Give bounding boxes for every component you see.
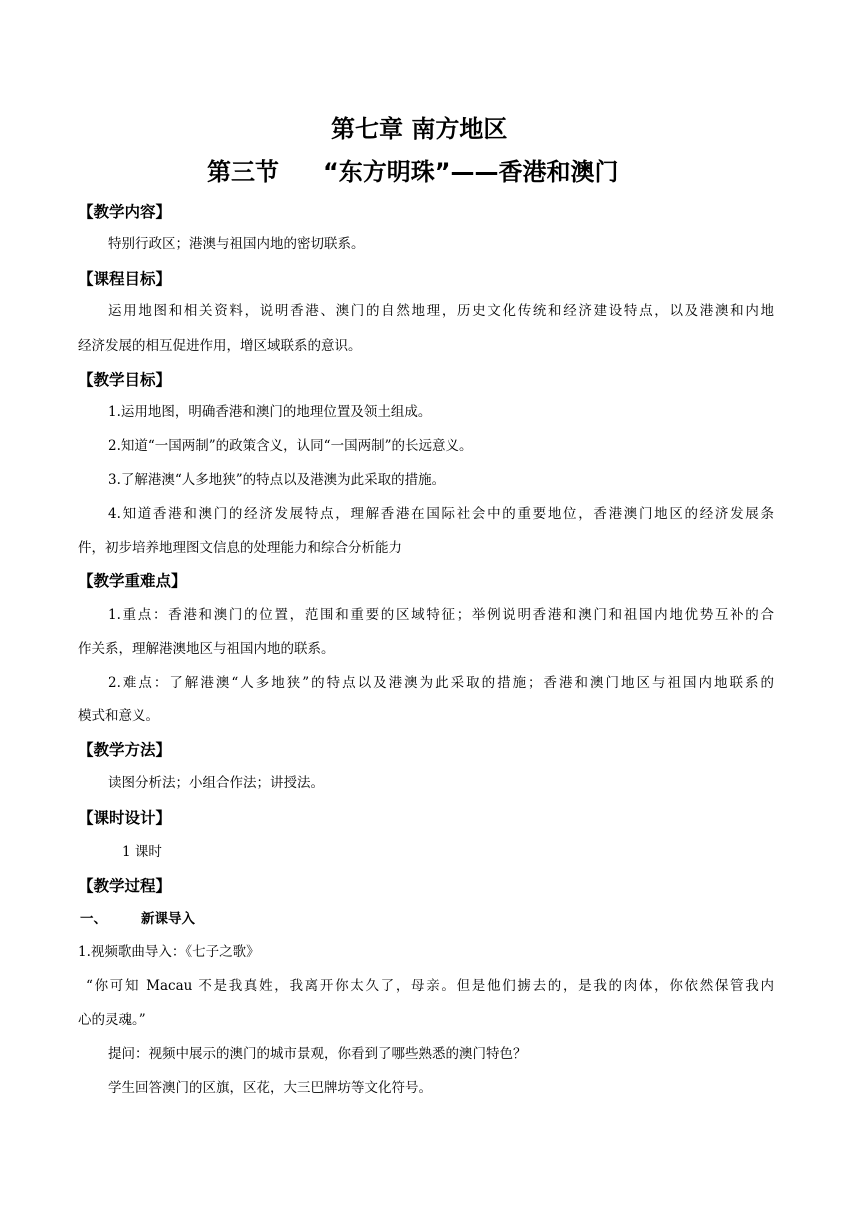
- chapter-title: 第七章 南方地区: [331, 115, 508, 143]
- course-goal-heading: 【课程目标】: [78, 270, 172, 288]
- step-1-number: 一、: [80, 911, 107, 927]
- answer-text: 学生回答澳门的区旗，区花，大三巴牌坊等文化符号。: [108, 1080, 432, 1096]
- key-point-2-line-2: 模式和意义。: [78, 708, 159, 724]
- question-text: 提问：视频中展示的澳门的城市景观，你看到了哪些熟悉的澳门特色？: [108, 1046, 527, 1062]
- step-1-title: 新课导入: [141, 911, 195, 927]
- process-heading: 【教学过程】: [78, 877, 172, 895]
- teaching-goal-item-4-line-2: 件，初步培养地理图文信息的处理能力和综合分析能力: [78, 540, 402, 556]
- teaching-goal-item-3: 3.了解港澳“人多地狭”的特点以及港澳为此采取的措施。: [108, 472, 446, 488]
- teaching-goals-heading: 【教学目标】: [78, 371, 172, 389]
- teaching-goal-item-1: 1.运用地图，明确香港和澳门的地理位置及领土组成。: [108, 404, 432, 420]
- section-number: 第三节: [207, 158, 279, 186]
- course-goal-line-2: 经济发展的相互促进作用，增区域联系的意识。: [78, 338, 362, 354]
- sub-step-1: 1.视频歌曲导入：《七子之歌》: [78, 944, 260, 960]
- key-point-2-line-1: 2.难点：了解港澳“人多地狭”的特点以及港澳为此采取的措施；香港和澳门地区与祖国内地联系的: [108, 675, 774, 691]
- schedule-text: 1 课时: [122, 844, 162, 860]
- methods-heading: 【教学方法】: [78, 741, 172, 759]
- teaching-goal-item-4-line-1: 4.知道香港和澳门的经济发展特点，理解香港在国际社会中的重要地位，香港澳门地区的经济发展条: [108, 506, 774, 522]
- schedule-heading: 【课时设计】: [78, 809, 172, 827]
- key-points-heading: 【教学重难点】: [78, 572, 187, 590]
- teaching-goal-item-2: 2.知道“一国两制”的政策含义，认同“一国两制”的长远意义。: [108, 438, 473, 454]
- key-point-1-line-1: 1.重点：香港和澳门的位置，范围和重要的区域特征；举例说明香港和澳门和祖国内地优势互补的合: [108, 607, 774, 623]
- teaching-content-heading: 【教学内容】: [78, 203, 172, 221]
- course-goal-line-1: 运用地图和相关资料，说明香港、澳门的自然地理，历史文化传统和经济建设特点，以及港澳和内地: [108, 303, 774, 319]
- section-title: “东方明珠”——香港和澳门: [323, 158, 619, 186]
- teaching-content-text: 特别行政区；港澳与祖国内地的密切联系。: [108, 236, 365, 252]
- quote-line-1: “你可知 Macau 不是我真姓，我离开你太久了，母亲。但是他们掳去的，是我的肉体，你依然保管我内: [86, 978, 774, 994]
- quote-line-2: 心的灵魂。”: [78, 1012, 146, 1028]
- key-point-1-line-2: 作关系，理解港澳地区与祖国内地的联系。: [78, 641, 335, 657]
- methods-text: 读图分析法；小组合作法；讲授法。: [108, 775, 324, 791]
